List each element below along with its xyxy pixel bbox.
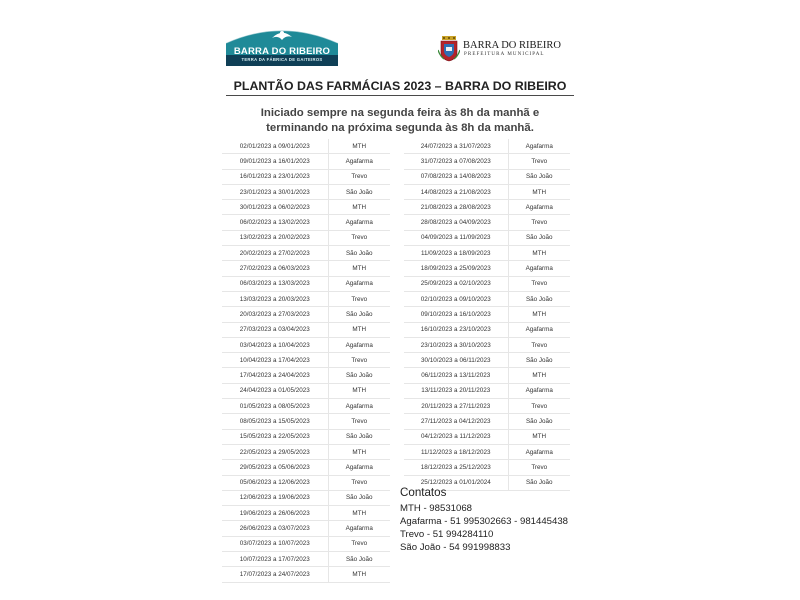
schedule-row [222, 261, 390, 276]
pharmacy-cell: Trevo [508, 399, 570, 414]
period-cell: 29/05/2023 a 05/06/2023 [222, 460, 328, 475]
schedule-row [222, 200, 390, 215]
pharmacy-cell: Trevo [508, 337, 570, 352]
schedule-row [222, 414, 390, 429]
pharmacy-cell: Agafarma [508, 200, 570, 215]
period-cell: 22/05/2023 a 29/05/2023 [222, 444, 328, 459]
pharmacy-cell: São João [328, 246, 390, 261]
pharmacy-cell: Trevo [508, 154, 570, 169]
schedule-row [404, 200, 570, 215]
period-cell: 05/06/2023 a 12/06/2023 [222, 475, 328, 490]
pharmacy-cell: Trevo [508, 460, 570, 475]
pharmacy-cell: Trevo [328, 475, 390, 490]
pharmacy-cell: Trevo [328, 353, 390, 368]
schedule-left-body [222, 139, 390, 582]
pharmacy-cell: MTH [328, 139, 390, 154]
period-cell: 12/06/2023 a 19/06/2023 [222, 490, 328, 505]
schedule-row [404, 276, 570, 291]
pharmacy-cell: Agafarma [328, 276, 390, 291]
contacts-section [400, 486, 600, 554]
schedule-row [222, 506, 390, 521]
pharmacy-cell: Agafarma [328, 337, 390, 352]
pharmacy-cell: Trevo [508, 215, 570, 230]
period-cell: 24/04/2023 a 01/05/2023 [222, 383, 328, 398]
schedule-row [222, 490, 390, 505]
schedule-row [222, 291, 390, 306]
pharmacy-cell: MTH [508, 184, 570, 199]
schedule-row [222, 536, 390, 551]
schedule-row [404, 215, 570, 230]
pharmacy-cell: São João [508, 353, 570, 368]
schedule-row [404, 337, 570, 352]
period-cell: 13/02/2023 a 20/02/2023 [222, 230, 328, 245]
description-line-2: terminando na próxima segunda às 8h da manhã. [266, 122, 534, 134]
contacts-title: Contatos [400, 486, 447, 499]
period-cell: 14/08/2023 a 21/08/2023 [404, 184, 508, 199]
title-underline [226, 95, 574, 96]
pharmacy-cell: Agafarma [508, 383, 570, 398]
schedule-row [222, 307, 390, 322]
pharmacy-cell: São João [328, 552, 390, 567]
pharmacy-cell: MTH [508, 307, 570, 322]
pharmacy-cell: São João [508, 291, 570, 306]
schedule-row [404, 261, 570, 276]
period-cell: 28/08/2023 a 04/09/2023 [404, 215, 508, 230]
schedule-row [404, 230, 570, 245]
pharmacy-cell: MTH [508, 368, 570, 383]
pharmacy-cell: Agafarma [508, 261, 570, 276]
period-cell: 10/07/2023 a 17/07/2023 [222, 552, 328, 567]
contact-line: São João - 54 991998833 [400, 542, 511, 553]
contact-line: Agafarma - 51 995302663 - 981445438 [400, 516, 569, 527]
period-cell: 26/06/2023 a 03/07/2023 [222, 521, 328, 536]
schedule-row [222, 567, 390, 582]
period-cell: 07/08/2023 a 14/08/2023 [404, 169, 508, 184]
schedule-row [404, 246, 570, 261]
barra-do-ribeiro-tourism-logo [226, 26, 338, 66]
period-cell: 19/06/2023 a 26/06/2023 [222, 506, 328, 521]
schedule-description [226, 106, 574, 136]
schedule-row [222, 184, 390, 199]
schedule-row [404, 169, 570, 184]
schedule-row [404, 383, 570, 398]
pharmacy-cell: Agafarma [328, 521, 390, 536]
schedule-row [222, 230, 390, 245]
period-cell: 13/03/2023 a 20/03/2023 [222, 291, 328, 306]
schedule-right-body [404, 139, 570, 490]
schedule-row [404, 184, 570, 199]
period-cell: 09/10/2023 a 16/10/2023 [404, 307, 508, 322]
period-cell: 10/04/2023 a 17/04/2023 [222, 353, 328, 368]
pharmacy-cell: São João [508, 475, 570, 490]
pharmacy-cell: Agafarma [508, 444, 570, 459]
schedule-row [404, 307, 570, 322]
period-cell: 21/08/2023 a 28/08/2023 [404, 200, 508, 215]
prefeitura-logo [438, 36, 568, 62]
pharmacy-cell: Trevo [328, 414, 390, 429]
period-cell: 08/05/2023 a 15/05/2023 [222, 414, 328, 429]
schedule-row [222, 353, 390, 368]
period-cell: 02/01/2023 a 09/01/2023 [222, 139, 328, 154]
period-cell: 16/10/2023 a 23/10/2023 [404, 322, 508, 337]
period-cell: 11/12/2023 a 18/12/2023 [404, 444, 508, 459]
pharmacy-cell: MTH [328, 506, 390, 521]
schedule-row [222, 460, 390, 475]
schedule-row [404, 444, 570, 459]
pharmacy-cell: Agafarma [328, 154, 390, 169]
period-cell: 20/03/2023 a 27/03/2023 [222, 307, 328, 322]
pharmacy-cell: MTH [328, 261, 390, 276]
pharmacy-cell: MTH [508, 429, 570, 444]
pharmacy-cell: MTH [328, 383, 390, 398]
period-cell: 11/09/2023 a 18/09/2023 [404, 246, 508, 261]
pharmacy-cell: Agafarma [508, 139, 570, 154]
period-cell: 17/07/2023 a 24/07/2023 [222, 567, 328, 582]
page-title: PLANTÃO DAS FARMÁCIAS 2023 – BARRA DO RIBEIRO [233, 79, 567, 93]
pharmacy-cell: Trevo [328, 536, 390, 551]
schedule-table-right [404, 139, 570, 491]
contact-line: MTH - 98531068 [400, 503, 472, 514]
schedule-row [222, 337, 390, 352]
schedule-row [404, 154, 570, 169]
pharmacy-cell: São João [328, 490, 390, 505]
schedule-row [404, 139, 570, 154]
prefeitura-name: BARRA DO RIBEIRO [463, 40, 562, 51]
pharmacy-cell: São João [328, 368, 390, 383]
pharmacy-cell: São João [328, 429, 390, 444]
contact-line: Trevo - 51 994284110 [400, 529, 494, 540]
period-cell: 03/04/2023 a 10/04/2023 [222, 337, 328, 352]
period-cell: 30/01/2023 a 06/02/2023 [222, 200, 328, 215]
period-cell: 31/07/2023 a 07/08/2023 [404, 154, 508, 169]
pharmacy-cell: São João [328, 184, 390, 199]
pharmacy-cell: São João [508, 169, 570, 184]
period-cell: 15/05/2023 a 22/05/2023 [222, 429, 328, 444]
period-cell: 06/02/2023 a 13/02/2023 [222, 215, 328, 230]
schedule-row [222, 475, 390, 490]
prefeitura-subtitle: PREFEITURA MUNICIPAL [464, 52, 545, 57]
period-cell: 03/07/2023 a 10/07/2023 [222, 536, 328, 551]
schedule-row [222, 322, 390, 337]
pharmacy-cell: São João [328, 307, 390, 322]
schedule-row [222, 383, 390, 398]
period-cell: 01/05/2023 a 08/05/2023 [222, 399, 328, 414]
schedule-row [222, 444, 390, 459]
schedule-row [404, 291, 570, 306]
schedule-table-left [222, 139, 390, 583]
pharmacy-cell: Trevo [328, 169, 390, 184]
schedule-row [222, 368, 390, 383]
pharmacy-cell: MTH [328, 322, 390, 337]
pharmacy-cell: Agafarma [328, 215, 390, 230]
schedule-row [222, 139, 390, 154]
schedule-row [404, 399, 570, 414]
schedule-row [222, 169, 390, 184]
coat-of-arms-icon [438, 36, 460, 62]
schedule-row [222, 246, 390, 261]
period-cell: 02/10/2023 a 09/10/2023 [404, 291, 508, 306]
period-cell: 17/04/2023 a 24/04/2023 [222, 368, 328, 383]
period-cell: 18/09/2023 a 25/09/2023 [404, 261, 508, 276]
period-cell: 09/01/2023 a 16/01/2023 [222, 154, 328, 169]
logo-name: BARRA DO RIBEIRO [233, 46, 331, 57]
schedule-row [222, 215, 390, 230]
period-cell: 20/11/2023 a 27/11/2023 [404, 399, 508, 414]
period-cell: 20/02/2023 a 27/02/2023 [222, 246, 328, 261]
schedule-row [404, 322, 570, 337]
schedule-row [222, 154, 390, 169]
pharmacy-cell: São João [508, 414, 570, 429]
period-cell: 06/03/2023 a 13/03/2023 [222, 276, 328, 291]
period-cell: 30/10/2023 a 06/11/2023 [404, 353, 508, 368]
schedule-row [222, 429, 390, 444]
period-cell: 27/11/2023 a 04/12/2023 [404, 414, 508, 429]
period-cell: 16/01/2023 a 23/01/2023 [222, 169, 328, 184]
schedule-row [222, 399, 390, 414]
pharmacy-cell: Agafarma [328, 399, 390, 414]
pharmacy-cell: MTH [328, 567, 390, 582]
pharmacy-cell: MTH [328, 200, 390, 215]
period-cell: 04/12/2023 a 11/12/2023 [404, 429, 508, 444]
pharmacy-cell: Trevo [328, 291, 390, 306]
period-cell: 25/09/2023 a 02/10/2023 [404, 276, 508, 291]
period-cell: 23/01/2023 a 30/01/2023 [222, 184, 328, 199]
pharmacy-cell: MTH [328, 444, 390, 459]
schedule-row [404, 353, 570, 368]
period-cell: 24/07/2023 a 31/07/2023 [404, 139, 508, 154]
logo-tagline: TERRA DA FÁBRICA DE GAITEIROS [241, 57, 323, 62]
period-cell: 23/10/2023 a 30/10/2023 [404, 337, 508, 352]
period-cell: 04/09/2023 a 11/09/2023 [404, 230, 508, 245]
schedule-row [404, 368, 570, 383]
schedule-row [222, 276, 390, 291]
period-cell: 06/11/2023 a 13/11/2023 [404, 368, 508, 383]
period-cell: 27/03/2023 a 03/04/2023 [222, 322, 328, 337]
pharmacy-cell: MTH [508, 246, 570, 261]
pharmacy-cell: Agafarma [328, 460, 390, 475]
period-cell: 27/02/2023 a 06/03/2023 [222, 261, 328, 276]
schedule-row [222, 521, 390, 536]
schedule-row [404, 460, 570, 475]
pharmacy-cell: Agafarma [508, 322, 570, 337]
pharmacy-cell: São João [508, 230, 570, 245]
period-cell: 18/12/2023 a 25/12/2023 [404, 460, 508, 475]
description-line-1: Iniciado sempre na segunda feira às 8h da manhã e [260, 107, 540, 119]
period-cell: 13/11/2023 a 20/11/2023 [404, 383, 508, 398]
schedule-row [404, 414, 570, 429]
pharmacy-cell: Trevo [328, 230, 390, 245]
schedule-row [404, 429, 570, 444]
period-cell: 25/12/2023 a 01/01/2024 [404, 475, 508, 490]
schedule-row [222, 552, 390, 567]
pharmacy-cell: Trevo [508, 276, 570, 291]
